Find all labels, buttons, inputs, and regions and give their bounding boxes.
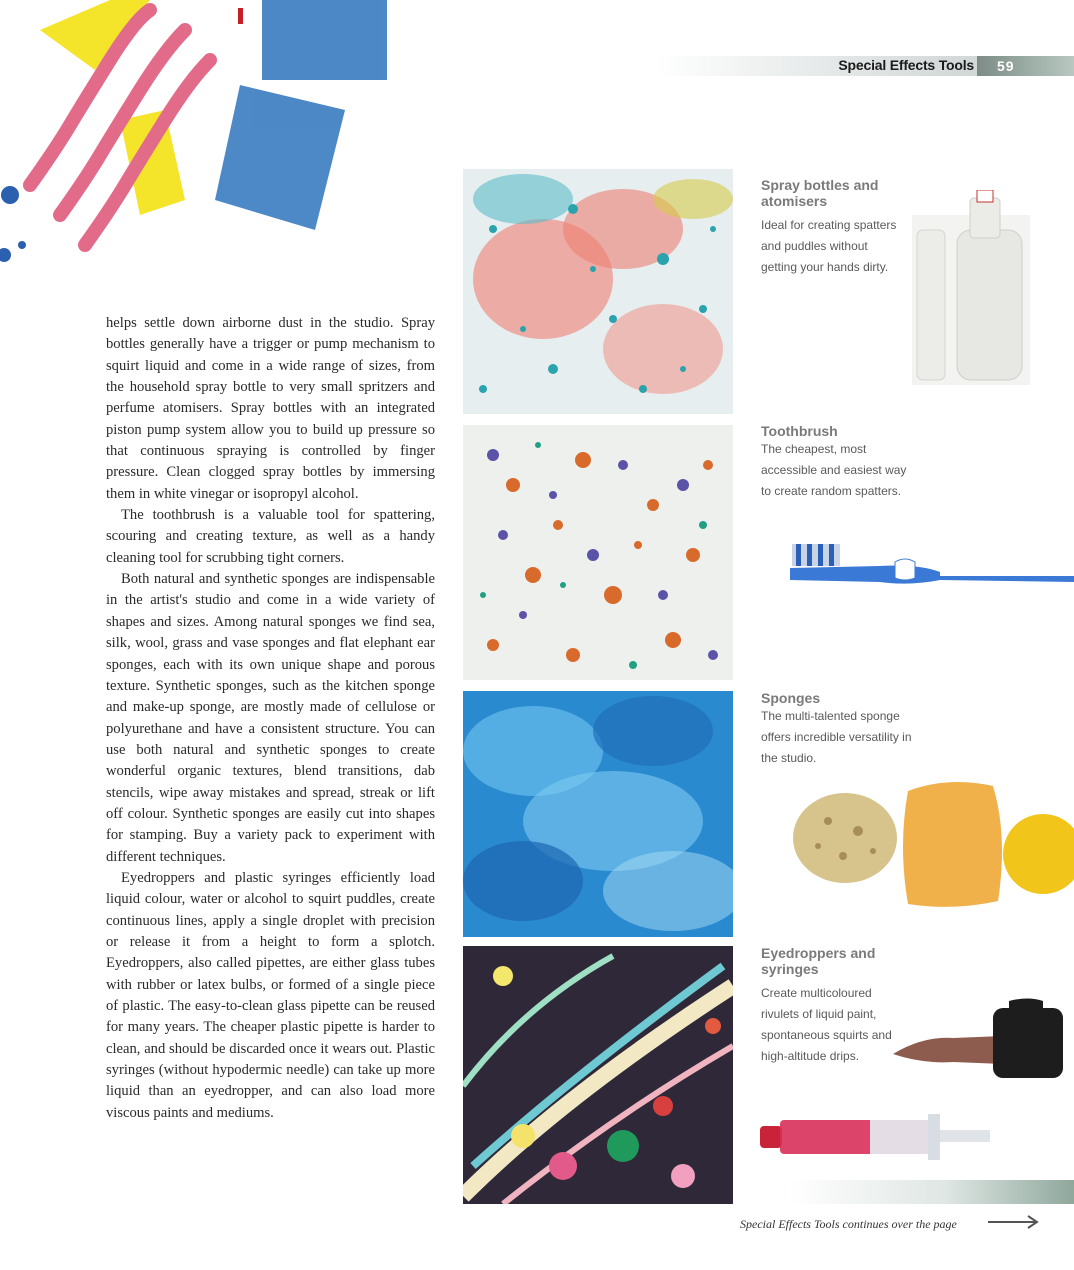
section-title: Special Effects Tools (838, 57, 974, 73)
caption-text: The multi-talented sponge offers incredible versatility in the studio. (761, 709, 912, 765)
eyedropper-drips-photo (463, 946, 733, 1204)
syringe-image (760, 1108, 990, 1170)
caption-text: Create multicoloured rivulets of liquid paint, spontaneous squirts and high-altitude drips. (761, 986, 892, 1063)
caption-title: Spray bottles and atomisers (761, 177, 879, 209)
arrow-right-icon (988, 1214, 1040, 1230)
sponges-image (788, 776, 1074, 916)
caption-title: Sponges (761, 690, 821, 706)
caption-text: The cheapest, most accessible and easiest way to create random spatters. (761, 442, 907, 498)
eyedropper-image (893, 996, 1074, 1104)
page-number: 59 (977, 56, 1074, 76)
toothbrush-spatter-photo (463, 425, 733, 680)
caption-title: Toothbrush (761, 423, 838, 439)
caption-title: Eyedroppers and syringes (761, 945, 876, 977)
paragraph: Eyedroppers and plastic syringes efficiently load liquid colour, water or alcohol to squirt puddles, create continuous lines, apply a single droplet with precision or release it from a height to form a splotch. Eyedroppers, also called pipettes, are either glass tubes with rubber or latex bulbs, or formed of a single piece of plastic. The easy-to-clean glass pipette can be reused for many years. The cheaper plastic pipette is harder to clean, and should be discarded once it wears out. Plastic syringes (without hypodermic needle) can take up more liquid than an eyedropper, and can also load more viscous paints and mediums. (106, 869, 435, 1121)
decorative-paint-art (0, 0, 400, 290)
caption-text: Ideal for creating spatters and puddles without getting your hands dirty. (761, 218, 897, 274)
caption-sponges (761, 690, 916, 769)
paragraph: Both natural and synthetic sponges are indispensable in the artist's studio and come in a wide variety of shapes and sizes. Among natural sponges we find sea, silk, wool, grass and vase sponges and flat elephant ear sponges, each with its own unique shape and porous texture. Synthetic sponges, such as the kitchen sponge and make-up sponge, are mostly made of cellulose or polyurethane and have a consistent structure. You can use both natural and synthetic sponges to create wonderful organic textures, blend transitions, dab stencils, wipe away mistakes and spread, streak or lift off colour. Synthetic sponges are easily cut into shapes for stamping. Buy a variety pack to experiment with different techniques. (106, 571, 435, 865)
caption-toothbrush (761, 423, 916, 502)
footer-band (790, 1180, 1074, 1204)
spray-bottle-image (912, 190, 1030, 385)
body-text (106, 313, 435, 1124)
spray-spatter-photo (463, 169, 733, 414)
sponge-texture-photo (463, 691, 733, 937)
caption-eyedroppers (761, 945, 901, 1067)
caption-spray-bottles (761, 177, 911, 278)
paragraph: helps settle down airborne dust in the studio. Spray bottles generally have a trigger or pump mechanism to squirt liquid and come in a wide range of sizes, from the household spray bottle to very small spritzers and perfume atomisers. Spray bottles with an integrated piston pump system allow you to build up pressure so that continuous spraying is controlled by finger pressure. Clean clogged spray bottles by immersing them in white vinegar or isopropyl alcohol. (106, 315, 435, 502)
continued-note: Special Effects Tools continues over the page (740, 1217, 957, 1231)
paragraph: The toothbrush is a valuable tool for spattering, scouring and creating texture, as well as a handy cleaning tool for scrubbing tight corners. (106, 507, 435, 566)
running-header (655, 56, 1074, 76)
toothbrush-image (780, 538, 1074, 590)
